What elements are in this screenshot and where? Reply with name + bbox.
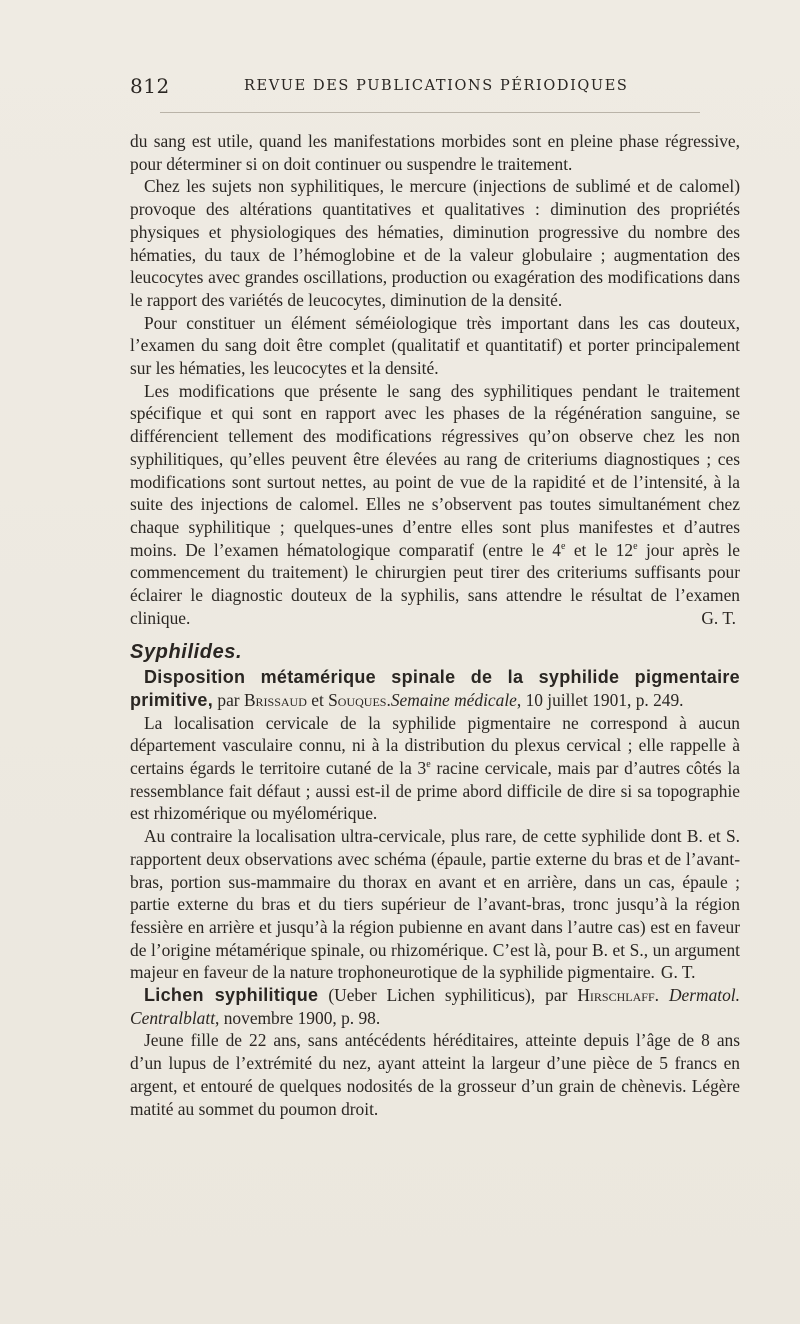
article-title: Lichen syphilitique bbox=[144, 985, 319, 1006]
section-heading: Syphilides. bbox=[130, 641, 243, 664]
paragraph: Jeune fille de 22 ans, sans antécédents héréditaires, atteinte depuis l’âge de 8 ans d’un lupus de l’extrémité du nez, ayant atteint la largeur d’une pièce de 5 francs en argent, et entouré de quelques nodosités de la grosseur d’un grain de chènevis. Légère matité au sommet du poumon droit. bbox=[130, 1030, 740, 1119]
journal-name: Semaine médicale bbox=[390, 689, 517, 710]
paragraph: du sang est utile, quand les manifestations morbides sont en pleine phase régressive, pour déterminer si on doit continuer ou suspendre le traitement. bbox=[130, 131, 740, 174]
paragraph: Pour constituer un élément séméiologique très important dans les cas douteux, l’examen du sang doit être complet (qualitatif et quantitatif) et porter principalement sur les hématies, les leucocytes et la densité. bbox=[130, 312, 740, 379]
running-title: REVUE DES PUBLICATIONS PÉRIODIQUES bbox=[244, 78, 629, 94]
body-text bbox=[130, 130, 740, 1120]
signature: G. T. bbox=[660, 962, 696, 983]
header-rule bbox=[160, 112, 700, 113]
paragraph: Au contraire la localisation ultra-cervicale, plus rare, de cette syphilide dont B. et S. rapportent deux observations avec schéma (épaule, partie externe du bras et de l’avant-bras, portion sus-mammaire du thorax en avant et en arrière, dans un cas, épaule ; partie externe du bras et du tiers supérieur de l’avant-bras, tronc jusqu’à la région fessière en arrière et jusqu’à la région pubienne en avant dans l’autre cas) est en faveur de l’origine métamérique spinale, ou rhizomérique. C’est là, pour B. et S., un argument majeur en faveur de la nature trophoneurotique de la syphilide pigmentaire. G. T. bbox=[130, 826, 740, 983]
signature: G. T. bbox=[701, 607, 736, 628]
page-header bbox=[130, 74, 740, 104]
article-title: Disposition métamérique spinale de la syphilide pigmentaire primitive, bbox=[130, 667, 740, 710]
paragraph: La localisation cervicale de la syphilide pigmentaire ne correspond à aucun département vasculaire connu, ni à la distribution du plexus cervical ; elle rappelle à certains égards le territoire cutané de la 3e racine cervicale, mais par d’autres côtés la ressemblance fait défaut ; aussi est-il de prime abord difficile de dire si sa topographie est rhizomérique ou myélomérique. bbox=[130, 712, 740, 824]
paragraph: Chez les sujets non syphilitiques, le mercure (injections de sublimé et de calomel) provoque des altérations quantitatives et qualitatives : diminution des propriétés physiques et physiologiques des hématies, diminution progressive du nombre des hématies, du taux de l’hémoglobine et de la valeur globulaire ; augmentation des leucocytes avec grandes oscillations, production ou exagération des modifications dans le rapport des variétés de leucocytes, diminution de la densité. bbox=[130, 176, 740, 310]
journal-name: Dermatol. Centralblatt bbox=[130, 985, 740, 1028]
author-name: Hirschlaff bbox=[577, 985, 655, 1006]
paragraph: Les modifications que présente le sang des syphilitiques pendant le traitement spécifique et qui sont en rapport avec les phases de la régénération sanguine, se différencient tellement des modifications régressives qu’on observe chez les non syphilitiques, qu’elles peuvent être élevées au rang de criteriums diagnostiques ; ces modifications sont surtout nettes, au point de vue de la rapidité et de l’intensité, à la suite des injections de calomel. Elles ne s’observent pas toutes simultanément chez chaque syphilitique ; quelques-unes d’entre elles sont plus manifestes et d’autres moins. De l’examen hématologique comparatif (entre le 4e et le 12e jour après le commencement du traitement) le chirurgien peut tirer des criteriums suffisants pour éclairer le diagnostic douteux de la syphilis, sans attendre le résultat de l’examen clinique. G. T. bbox=[130, 380, 740, 628]
author-name: Souques bbox=[328, 689, 387, 710]
author-name: Brissaud bbox=[243, 689, 307, 710]
page-number: 812 bbox=[130, 74, 170, 98]
article-heading: Lichen syphilitique (Ueber Lichen syphiliticus), par Hirschlaff. Dermatol. Centralblatt, novembre 1900, p. 98. bbox=[130, 985, 740, 1028]
article-heading: Disposition métamérique spinale de la syphilide pigmentaire primitive, par Brissaud et Souques.Semaine médicale, 10 juillet 1901, p. 249. bbox=[130, 667, 740, 710]
